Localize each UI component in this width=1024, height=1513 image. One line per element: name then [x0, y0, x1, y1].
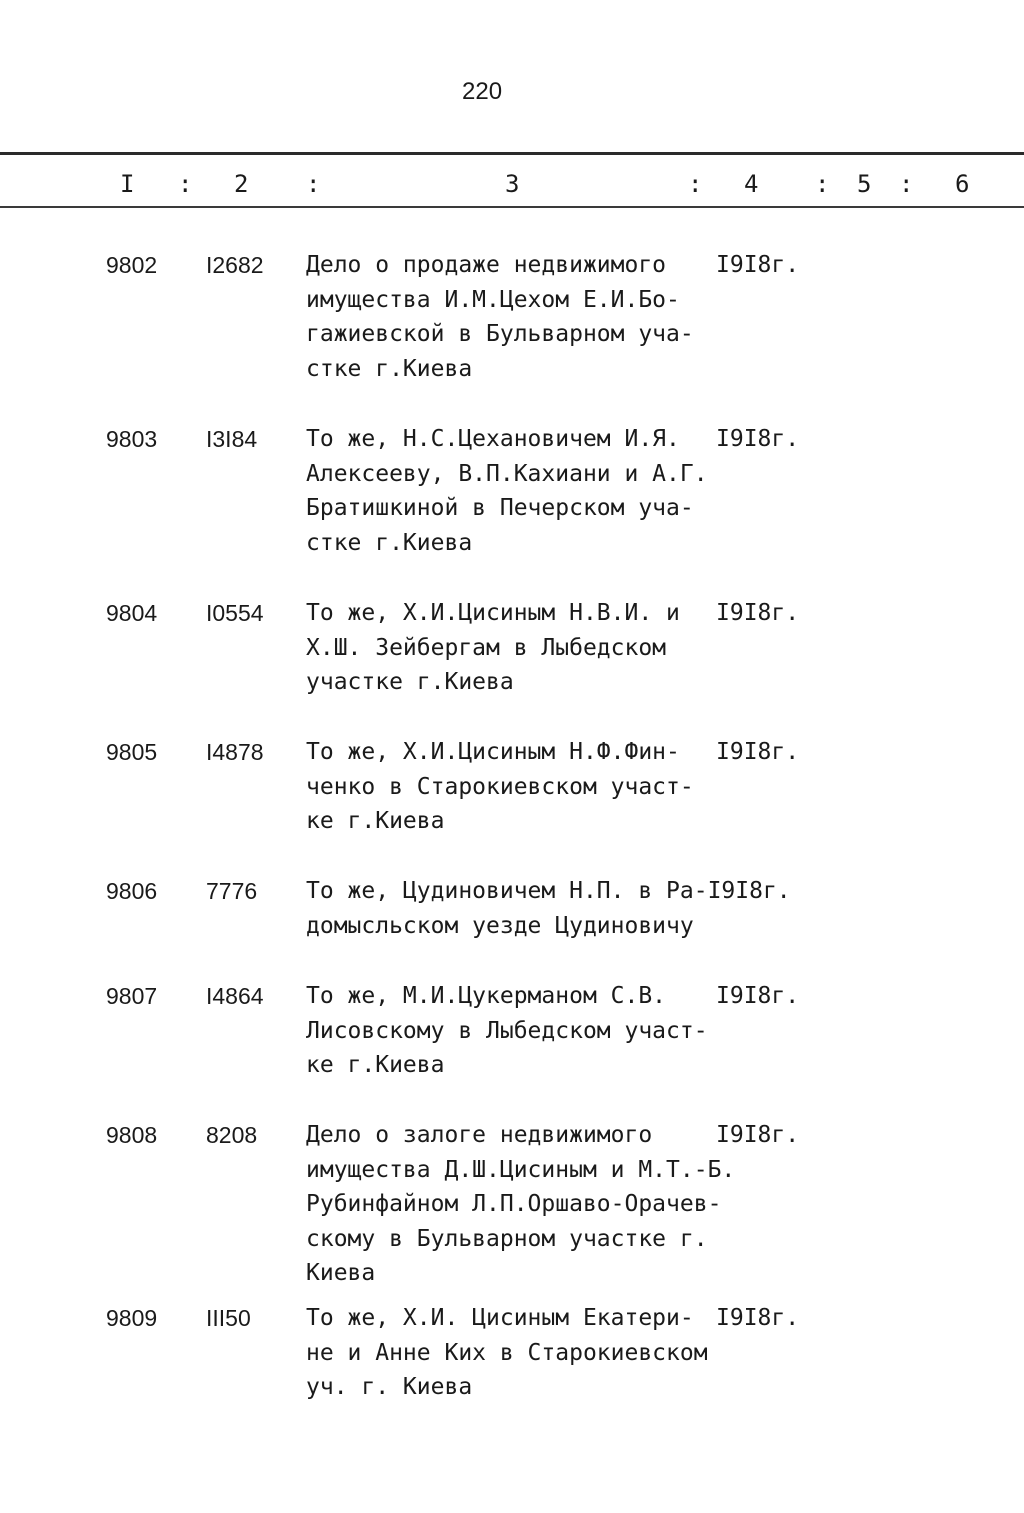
- description-line: То же, Х.И. Цисиным Екатери-: [306, 1305, 694, 1331]
- description-line: уч. г. Киева: [306, 1374, 473, 1401]
- entry-code: I0554: [206, 600, 264, 626]
- description-line: имущества Д.Ш.Цисиным и М.Т.-Б.: [306, 1156, 736, 1183]
- page-number: 220: [462, 78, 503, 105]
- column-separator: :: [899, 170, 914, 198]
- entry-code: I2682: [206, 252, 264, 278]
- description-line: То же, Цудиновичем Н.П. в Ра-I9I8г.: [306, 878, 791, 904]
- column-header-5: 5: [857, 170, 872, 198]
- entry-description: [306, 735, 726, 839]
- description-line: Алексееву, В.П.Кахиани и А.Г.: [306, 460, 708, 487]
- entry-number: 9809: [106, 1305, 158, 1331]
- description-line: Братишкиной в Печерском уча-: [306, 495, 694, 522]
- entry-number: 9802: [106, 252, 158, 278]
- description-line: стке г.Киева: [306, 355, 473, 382]
- entry-code: 7776: [206, 878, 258, 904]
- entry-year: I9I8г.: [716, 252, 800, 278]
- description-line: ченко в Старокиевском участ-: [306, 773, 694, 800]
- description-line: Киева: [306, 1260, 376, 1287]
- description-line: домысльском уезде Цудиновичу: [306, 912, 694, 939]
- column-separator: :: [815, 170, 830, 198]
- description-line: участке г.Киева: [306, 669, 514, 696]
- entry-code: 8208: [206, 1122, 258, 1148]
- column-header-row: [0, 170, 1024, 200]
- column-header-1: I: [120, 170, 135, 198]
- entry-description: [306, 248, 726, 386]
- description-line: имущества И.М.Цехом Е.И.Бо-: [306, 286, 680, 313]
- entry-number: 9805: [106, 739, 158, 765]
- entry-code: III50: [206, 1305, 251, 1331]
- column-separator: :: [178, 170, 193, 198]
- header-rule-top: [0, 152, 1024, 155]
- entry-number: 9806: [106, 878, 158, 904]
- entry-code: I3I84: [206, 426, 258, 452]
- entry-number: 9803: [106, 426, 158, 452]
- column-header-6: 6: [955, 170, 970, 198]
- entry-year: I9I8г.: [716, 426, 800, 452]
- entry-description: [306, 596, 726, 700]
- entry-year: I9I8г.: [716, 600, 800, 626]
- entry-code: I4878: [206, 739, 264, 765]
- column-header-2: 2: [234, 170, 249, 198]
- entry-description: [306, 1118, 736, 1291]
- entry-year: I9I8г.: [716, 983, 800, 1009]
- entry-year: I9I8г.: [716, 739, 800, 765]
- description-line: Дело о залоге недвижимого: [306, 1122, 653, 1148]
- column-separator: :: [688, 170, 703, 198]
- entry-description: [306, 874, 826, 943]
- description-line: ке г.Киева: [306, 808, 445, 835]
- entry-year: I9I8г.: [716, 1305, 800, 1331]
- entry-description: [306, 1301, 726, 1405]
- column-header-3: 3: [505, 170, 520, 198]
- description-line: стке г.Киева: [306, 529, 473, 556]
- description-line: То же, Х.И.Цисиным Н.Ф.Фин-: [306, 739, 680, 765]
- description-line: То же, Х.И.Цисиным Н.В.И. и: [306, 600, 680, 626]
- entry-code: I4864: [206, 983, 264, 1009]
- description-line: Лисовскому в Лыбедском участ-: [306, 1017, 708, 1044]
- entry-description: [306, 422, 726, 560]
- description-line: То же, М.И.Цукерманом С.В.: [306, 983, 667, 1009]
- entry-description: [306, 979, 726, 1083]
- entry-number: 9807: [106, 983, 158, 1009]
- description-line: ке г.Киева: [306, 1052, 445, 1079]
- entry-year: I9I8г.: [716, 1122, 800, 1148]
- description-line: скому в Бульварном участке г.: [306, 1225, 708, 1252]
- header-rule-bottom: [0, 206, 1024, 208]
- column-separator: :: [306, 170, 321, 198]
- description-line: Дело о продаже недвижимого: [306, 252, 667, 278]
- description-line: Рубинфайном Л.П.Оршаво-Орачев-: [306, 1191, 722, 1218]
- description-line: гажиевской в Бульварном уча-: [306, 321, 694, 348]
- column-header-4: 4: [744, 170, 759, 198]
- description-line: Х.Ш. Зейбергам в Лыбедском: [306, 634, 667, 661]
- entry-number: 9808: [106, 1122, 158, 1148]
- entry-number: 9804: [106, 600, 158, 626]
- description-line: не и Анне Ких в Старокиевском: [306, 1339, 708, 1366]
- description-line: То же, Н.С.Цехановичем И.Я.: [306, 426, 680, 452]
